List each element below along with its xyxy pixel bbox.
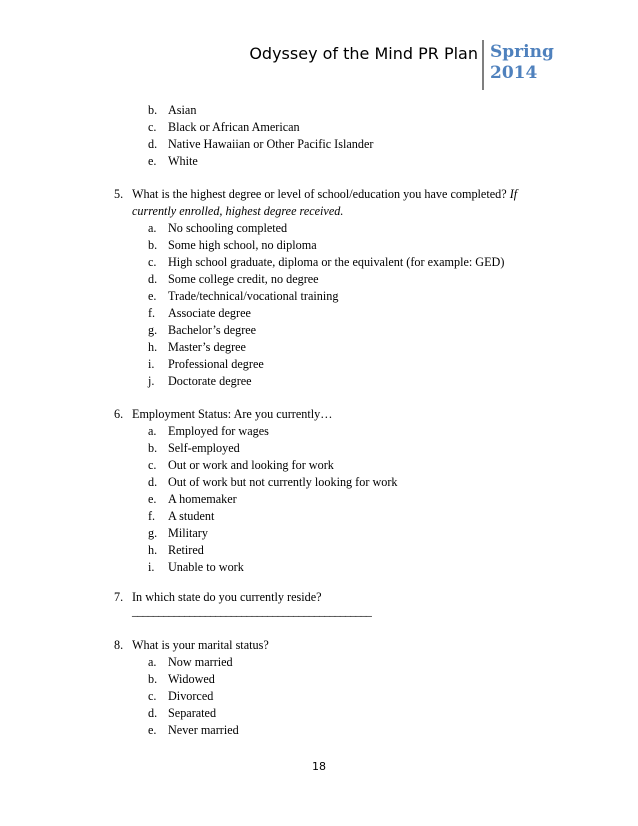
option-text: Master’s degree bbox=[168, 340, 246, 354]
option-text: Retired bbox=[168, 543, 204, 557]
option-letter: c. bbox=[148, 255, 157, 269]
option-text: Associate degree bbox=[168, 306, 251, 320]
question-number: 6. bbox=[114, 407, 124, 421]
option-text: Employed for wages bbox=[168, 424, 269, 438]
option-letter: g. bbox=[148, 323, 158, 337]
option-text: Some high school, no diploma bbox=[168, 238, 317, 252]
option-text: Never married bbox=[168, 723, 239, 737]
option-text: Trade/technical/vocational training bbox=[168, 289, 339, 303]
option-letter: g. bbox=[148, 526, 158, 540]
option-letter: a. bbox=[148, 655, 157, 669]
option-text: Native Hawaiian or Other Pacific Islander bbox=[168, 137, 374, 151]
document-title: Odyssey of the Mind PR Plan bbox=[249, 44, 478, 63]
question-number: 8. bbox=[114, 638, 124, 652]
answer-blank-line: ______________________________________________ bbox=[132, 604, 371, 618]
question-number: 7. bbox=[114, 590, 124, 604]
option-text: Asian bbox=[168, 103, 197, 117]
option-letter: c. bbox=[148, 120, 157, 134]
option-letter: b. bbox=[148, 103, 158, 117]
option-text: Bachelor’s degree bbox=[168, 323, 257, 337]
option-letter: f. bbox=[148, 509, 156, 523]
option-letter: e. bbox=[148, 154, 157, 168]
option-text: Unable to work bbox=[168, 560, 244, 574]
option-letter: c. bbox=[148, 689, 157, 703]
option-letter: d. bbox=[148, 272, 158, 286]
option-letter: e. bbox=[148, 492, 157, 506]
option-text: Some college credit, no degree bbox=[168, 272, 319, 286]
option-letter: f. bbox=[148, 306, 156, 320]
option-letter: b. bbox=[148, 238, 158, 252]
option-text: Out or work and looking for work bbox=[168, 458, 334, 472]
option-letter: d. bbox=[148, 137, 158, 151]
question-text: Employment Status: Are you currently… bbox=[132, 407, 333, 421]
question-text: What is your marital status? bbox=[132, 638, 269, 652]
option-text: Widowed bbox=[168, 672, 215, 686]
question-text bbox=[132, 187, 517, 202]
option-letter: e. bbox=[148, 723, 157, 737]
question-note-a: If bbox=[509, 187, 518, 201]
option-text: No schooling completed bbox=[168, 221, 288, 235]
option-text: Now married bbox=[168, 655, 233, 669]
option-letter: e. bbox=[148, 289, 157, 303]
question-note-b: currently enrolled, highest degree received. bbox=[132, 204, 344, 218]
header-season bbox=[490, 42, 554, 84]
option-text: Professional degree bbox=[168, 357, 264, 371]
option-letter: b. bbox=[148, 441, 158, 455]
option-letter: i. bbox=[148, 560, 155, 574]
option-letter: d. bbox=[148, 706, 158, 720]
header-divider bbox=[482, 40, 484, 90]
option-letter: a. bbox=[148, 221, 157, 235]
header-season-year: 2014 bbox=[490, 63, 538, 83]
option-letter: h. bbox=[148, 340, 158, 354]
option-text: Divorced bbox=[168, 689, 214, 703]
header-season-term: Spring bbox=[490, 42, 554, 62]
question-number: 5. bbox=[114, 187, 124, 201]
option-letter: h. bbox=[148, 543, 158, 557]
page-header bbox=[0, 40, 638, 92]
option-text: A homemaker bbox=[168, 492, 237, 506]
option-letter: i. bbox=[148, 357, 155, 371]
option-text: High school graduate, diploma or the equivalent (for example: GED) bbox=[168, 255, 505, 269]
option-text: White bbox=[168, 154, 198, 168]
option-text: Black or African American bbox=[168, 120, 300, 134]
option-letter: c. bbox=[148, 458, 157, 472]
page-number: 18 bbox=[312, 760, 326, 773]
option-letter: j. bbox=[148, 374, 155, 388]
option-letter: b. bbox=[148, 672, 158, 686]
option-text: A student bbox=[168, 509, 215, 523]
option-letter: d. bbox=[148, 475, 158, 489]
question-text: In which state do you currently reside? bbox=[132, 590, 322, 604]
option-text: Out of work but not currently looking for work bbox=[168, 475, 398, 489]
option-text: Self-employed bbox=[168, 441, 240, 455]
question-text-main: What is the highest degree or level of school/education you have completed? bbox=[132, 187, 510, 201]
option-letter: a. bbox=[148, 424, 157, 438]
option-text: Separated bbox=[168, 706, 217, 720]
option-text: Military bbox=[168, 526, 208, 540]
option-text: Doctorate degree bbox=[168, 374, 252, 388]
